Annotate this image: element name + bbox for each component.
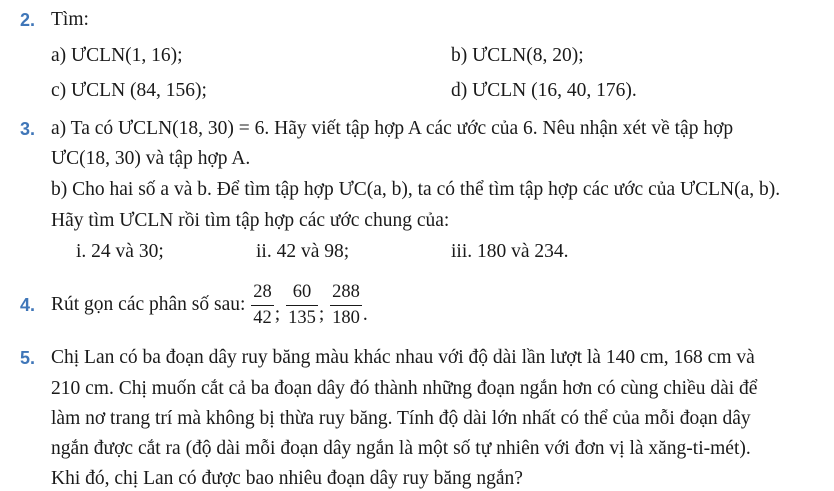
problem-2-part-b: b) ƯCLN(8, 20); xyxy=(451,45,584,66)
problem-4-text: Rút gọn các phân số sau: xyxy=(51,294,246,315)
problem-3-a-line1: a) Ta có ƯCLN(18, 30) = 6. Hãy viết tập hợp A các ước của 6. Nêu nhận xét về tập hợp xyxy=(51,118,734,139)
problem-2-title: Tìm: xyxy=(51,9,89,30)
fraction-3-numerator: 288 xyxy=(330,282,362,306)
fraction-separator: ; xyxy=(318,303,325,325)
problem-5-line4: ngắn được cắt ra (độ dài mỗi đoạn dây ngắn là một số tự nhiên với đơn vị là xăng-ti-mét). xyxy=(51,438,751,459)
fraction-end: . xyxy=(362,303,368,325)
fraction-2-denominator: 135 xyxy=(288,308,316,329)
fraction-3-denominator: 180 xyxy=(332,308,360,329)
fraction-1-denominator: 42 xyxy=(253,308,272,329)
problem-3-item-ii: ii. 42 và 98; xyxy=(256,241,350,262)
problem-5-number: 5. xyxy=(20,348,36,368)
problem-3-number: 3. xyxy=(20,119,36,139)
problem-4-row xyxy=(51,275,368,335)
fraction-1 xyxy=(251,282,274,329)
problem-3-item-i: i. 24 và 30; xyxy=(76,241,164,262)
fraction-3 xyxy=(330,282,362,329)
problem-5-line2: 210 cm. Chị muốn cắt cả ba đoạn dây đó thành những đoạn ngắn hơn có cùng chiều dài để xyxy=(51,378,758,399)
problem-2-number: 2. xyxy=(20,10,36,30)
problem-3-b-line2: Hãy tìm ƯCLN rồi tìm tập hợp các ước chung của: xyxy=(51,210,450,231)
problem-5-line5: Khi đó, chị Lan có được bao nhiêu đoạn dây ruy băng ngắn? xyxy=(51,468,523,489)
problem-3-a-line2: ƯC(18, 30) và tập hợp A. xyxy=(51,148,251,169)
problem-5-line1: Chị Lan có ba đoạn dây ruy băng màu khác nhau với độ dài lần lượt là 140 cm, 168 cm và xyxy=(51,347,755,368)
problem-3-b-line1: b) Cho hai số a và b. Để tìm tập hợp ƯC(a, b), ta có thể tìm tập hợp các ước của ƯCLN(a, b). xyxy=(51,179,781,200)
problem-2-part-d: d) ƯCLN (16, 40, 176). xyxy=(451,80,637,101)
problem-4-number: 4. xyxy=(20,295,36,315)
problem-2-part-c: c) ƯCLN (84, 156); xyxy=(51,80,207,101)
fraction-1-numerator: 28 xyxy=(251,282,274,306)
problem-3-item-iii: iii. 180 và 234. xyxy=(451,241,569,262)
problem-5-line3: làm nơ trang trí mà không bị thừa ruy băng. Tính độ dài lớn nhất có thể của mỗi đoạn dây xyxy=(51,408,751,429)
fraction-2 xyxy=(286,282,318,329)
problem-2-part-a: a) ƯCLN(1, 16); xyxy=(51,45,183,66)
fraction-separator: ; xyxy=(274,303,281,325)
fraction-2-numerator: 60 xyxy=(286,282,318,306)
